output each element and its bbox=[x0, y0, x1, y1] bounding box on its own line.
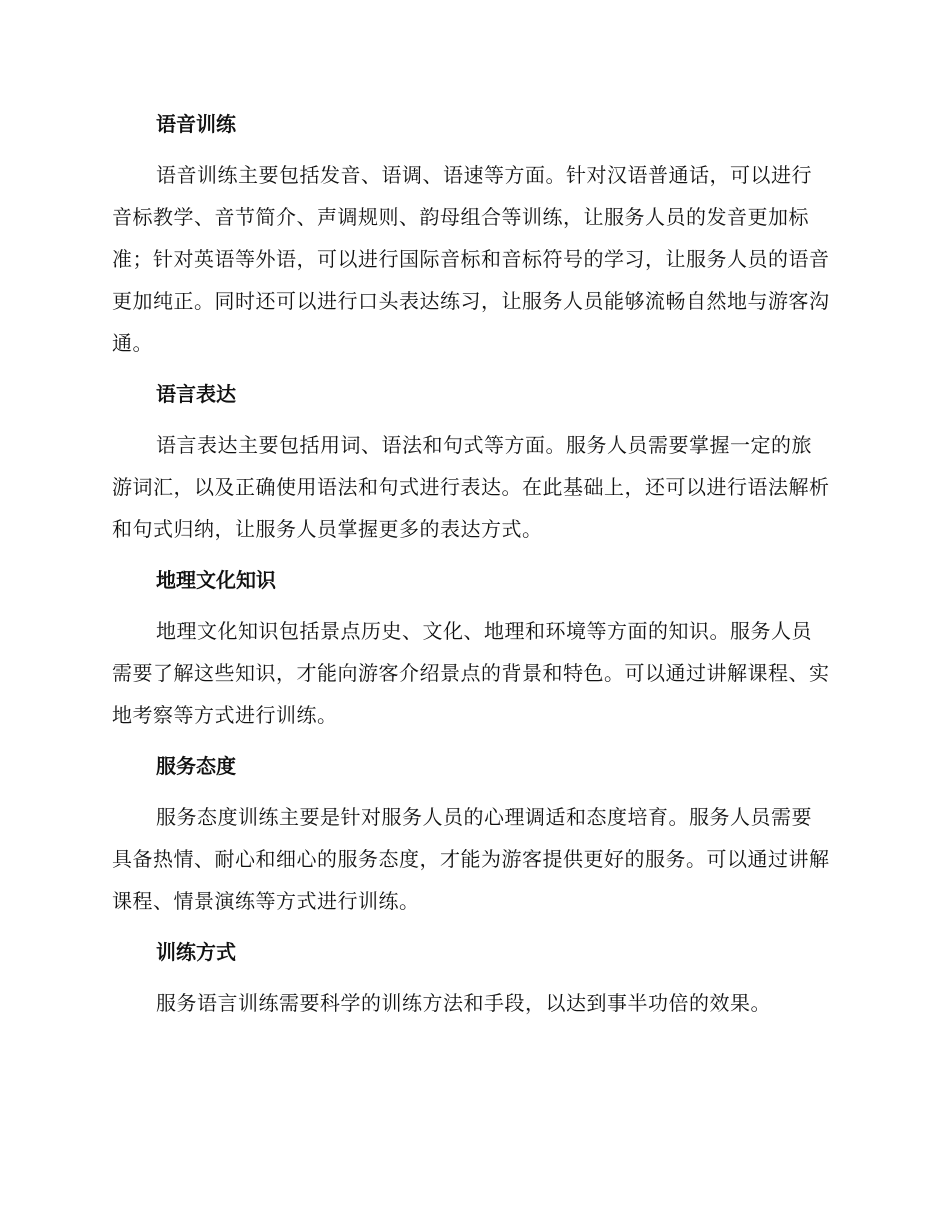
section-geography-culture bbox=[112, 564, 832, 736]
document-content bbox=[112, 108, 832, 1038]
section-paragraph: 语言表达主要包括用词、语法和句式等方面。服务人员需要掌握一定的旅游词汇，以及正确使用语法和句式进行表达。在此基础上，还可以进行语法解析和句式归纳，让服务人员掌握更多的表达方式。 bbox=[112, 433, 830, 541]
section-heading: 语音训练 bbox=[156, 112, 236, 136]
section-heading: 训练方式 bbox=[156, 940, 236, 964]
section-paragraph: 服务语言训练需要科学的训练方法和手段，以达到事半功倍的效果。 bbox=[156, 991, 771, 1015]
section-pronunciation-training bbox=[112, 108, 832, 364]
section-paragraph: 地理文化知识包括景点历史、文化、地理和环境等方面的知识。服务人员需要了解这些知识，才能向游客介绍景点的背景和特色。可以通过讲解课程、实地考察等方式进行训练。 bbox=[112, 619, 830, 727]
section-heading: 地理文化知识 bbox=[156, 568, 276, 592]
section-training-methods bbox=[112, 936, 832, 1024]
section-service-attitude bbox=[112, 750, 832, 922]
section-language-expression bbox=[112, 378, 832, 550]
section-heading: 语言表达 bbox=[156, 382, 236, 406]
section-heading: 服务态度 bbox=[156, 754, 236, 778]
section-paragraph: 语音训练主要包括发音、语调、语速等方面。针对汉语普通话，可以进行音标教学、音节简介、声调规则、韵母组合等训练，让服务人员的发音更加标准；针对英语等外语，可以进行国际音标和音标符号的学习，让服务人员的语音更加纯正。同时还可以进行口头表达练习，让服务人员能够流畅自然地与游客沟通。 bbox=[112, 163, 830, 355]
section-paragraph: 服务态度训练主要是针对服务人员的心理调适和态度培育。服务人员需要具备热情、耐心和细心的服务态度，才能为游客提供更好的服务。可以通过讲解课程、情景演练等方式进行训练。 bbox=[112, 805, 830, 913]
